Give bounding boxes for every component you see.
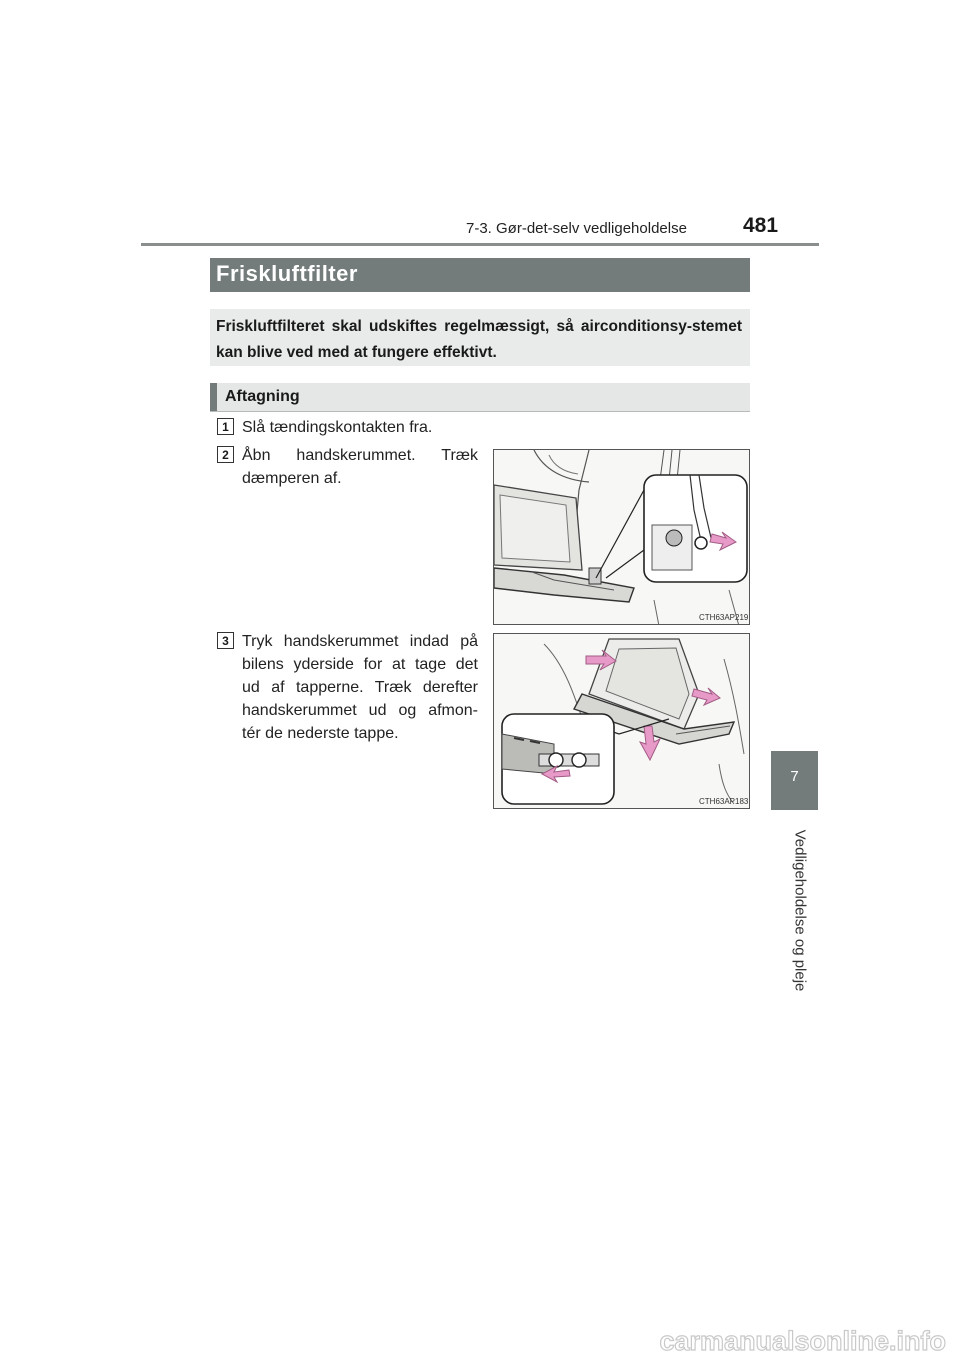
step-3-line-3: ud af tapperne. Træk derefter — [242, 679, 478, 696]
header-section-title: 7-3. Gør-det-selv vedligeholdelse — [466, 220, 687, 237]
intro-text: Friskluftfilteret skal udskiftes regelmæssigt, så airconditionsy-stemet kan blive ved med at fungere effektivt. — [216, 318, 742, 361]
step-3-line-2: bilens yderside for at tage det — [242, 656, 478, 673]
chapter-number: 7 — [790, 768, 799, 785]
figure-2-code: CTH63AP183 — [699, 797, 749, 806]
step-3-line-5: tér de nederste tappe. — [242, 725, 399, 742]
step-2-number: 2 — [217, 446, 234, 463]
step-3-line-1: Tryk handskerummet indad på — [242, 633, 478, 650]
glovebox-damper-illustration — [494, 450, 750, 625]
glovebox-removal-illustration — [494, 634, 750, 809]
step-3-line-4: handskerummet ud og afmon- — [242, 702, 478, 719]
watermark — [0, 1326, 960, 1358]
step-2-line-1: Åbn handskerummet. Træk — [242, 447, 478, 464]
step-1-text: Slå tændingskontakten fra. — [242, 419, 433, 436]
figure-1 — [493, 449, 750, 625]
watermark-text: carmanualsonline.info — [659, 1326, 946, 1356]
subheading-accent — [210, 383, 217, 411]
header-rule — [141, 243, 819, 246]
page-number: 481 — [743, 214, 779, 237]
step-2-line-2: dæmperen af. — [242, 470, 342, 487]
step-1-number: 1 — [217, 418, 234, 435]
figure-2 — [493, 633, 750, 809]
subheading-text: Aftagning — [225, 388, 300, 405]
chapter-label: Vedligeholdelse og pleje — [791, 829, 809, 992]
step-3-number: 3 — [217, 632, 234, 649]
page-title: Friskluftfilter — [216, 261, 358, 286]
figure-1-code: CTH63AP219 — [699, 613, 749, 622]
